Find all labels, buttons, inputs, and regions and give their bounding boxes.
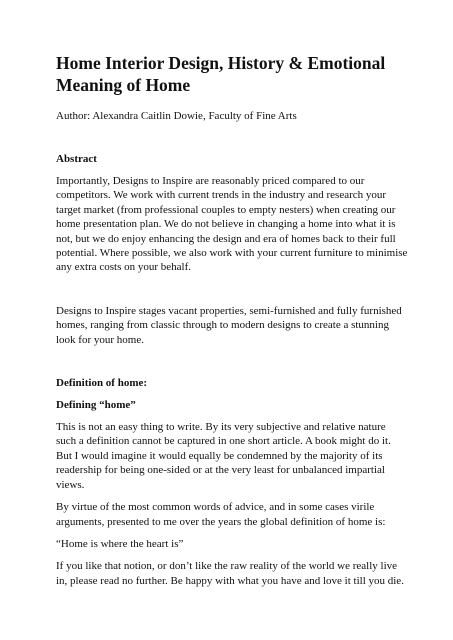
body-paragraph-1: This is not an easy thing to write. By its very subjective and relative nature such a definition cannot be captured in one short article. A book might do it. But I would imagine it would equally be condemned by the majority of its readership for being one-sided or at the very least for unbalanced impartial views.: [56, 421, 391, 491]
document-page: [56, 52, 408, 588]
body-paragraph-2: By virtue of the most common words of advice, and in some cases virile arguments, presented to me over the years the global definition of home is:: [56, 501, 386, 528]
author-line: Author: Alexandra Caitlin Dowie, Faculty of Fine Arts: [56, 110, 297, 122]
document-title: Home Interior Design, History & Emotional Meaning of Home: [56, 53, 386, 95]
abstract-paragraph-1: Importantly, Designs to Inspire are reasonably priced compared to our competitors. We work with current trends in the industry and research your target market (from professional couples to empty nesters) when creating our home presentation plan. We do not believe in changing a home into what it is not, but we do enjoy enhancing the design and era of homes back to their full potential. Where possible, we also work with your current furniture to minimise any extra costs on your behalf.: [56, 175, 408, 274]
abstract-paragraph-2: Designs to Inspire stages vacant properties, semi-furnished and fully furnished homes, ranging from classic through to modern designs to create a stunning look for your home.: [56, 304, 402, 346]
home-quote: “Home is where the heart is”: [56, 537, 184, 550]
body-paragraph-3: If you like that notion, or don’t like the raw reality of the world we really live in, please read no further. Be happy with what you have and love it till you die.: [56, 560, 404, 587]
abstract-heading: Abstract: [56, 153, 97, 165]
definition-heading: Definition of home:: [56, 377, 148, 390]
defining-home-heading: Defining “home”: [56, 399, 136, 412]
